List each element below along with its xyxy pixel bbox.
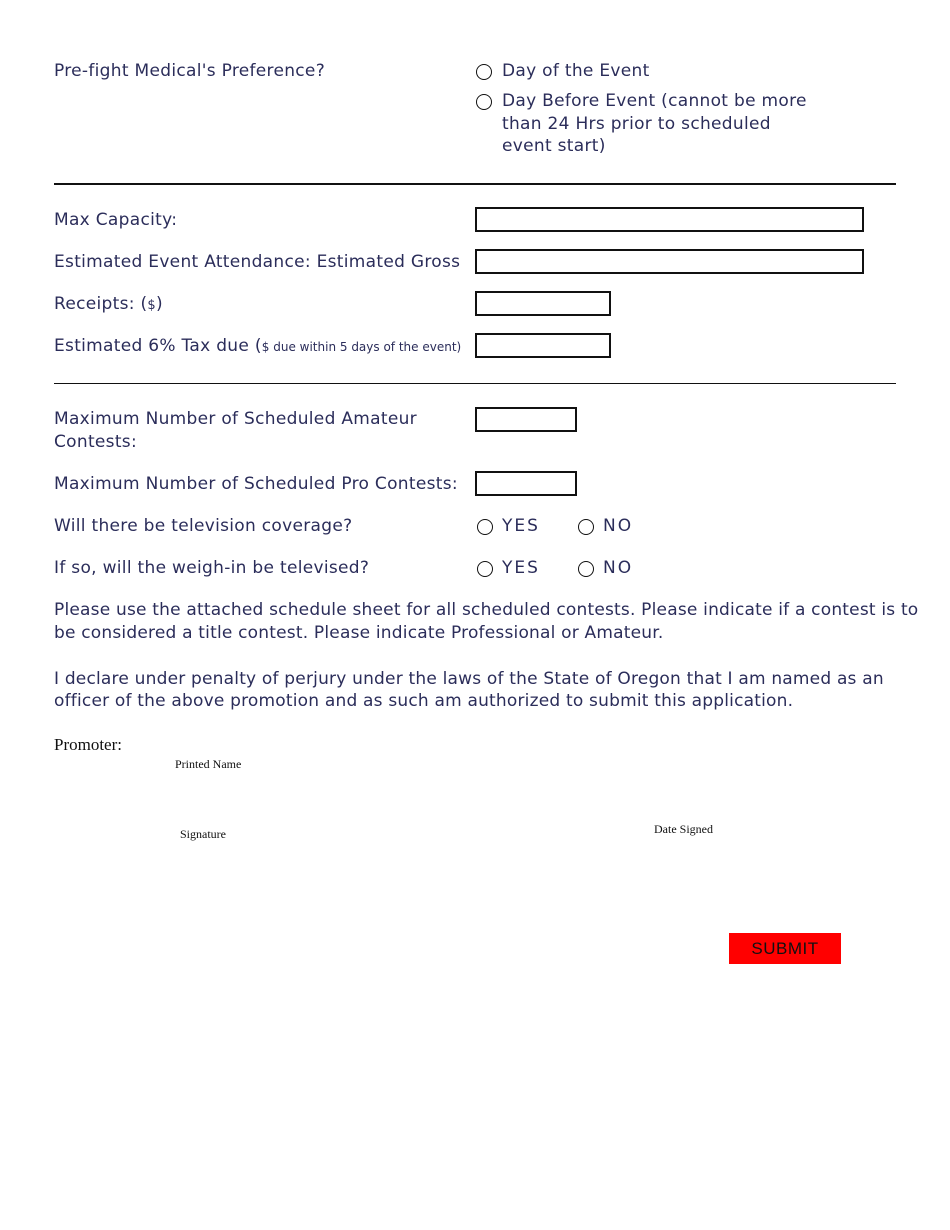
- declaration-line2: officer of the above promotion and as such am authorized to submit this application.: [54, 691, 794, 711]
- max-capacity-input[interactable]: [475, 207, 864, 232]
- promoter-label: Promoter:: [54, 735, 122, 754]
- attendance-gross-input[interactable]: [475, 249, 864, 274]
- amateur-contests-input[interactable]: [475, 407, 577, 432]
- receipts-input[interactable]: [475, 291, 611, 316]
- tv-coverage-label: Will there be television coverage?: [54, 516, 353, 536]
- signature-label: Signature: [180, 827, 226, 841]
- weighin-label: If so, will the weigh-in be televised?: [54, 558, 370, 578]
- section-divider-2: [54, 383, 896, 384]
- tv-no-label: NO: [603, 516, 634, 536]
- receipts-label-text: Receipts: (: [54, 294, 148, 314]
- schedule-note-line1: Please use the attached schedule sheet for all scheduled contests. Please indicate if a contest is to: [54, 600, 919, 620]
- schedule-note-line2: be considered a title contest. Please indicate Professional or Amateur.: [54, 623, 664, 643]
- submit-button[interactable]: SUBMIT: [729, 933, 841, 964]
- amateur-label-line1: Maximum Number of Scheduled Amateur: [54, 409, 417, 429]
- radio-day-before-event[interactable]: [476, 94, 492, 110]
- pro-contests-label: Maximum Number of Scheduled Pro Contests:: [54, 474, 458, 494]
- weighin-no-label: NO: [603, 558, 634, 578]
- weighin-yes-label: YES: [502, 558, 540, 578]
- receipts-close: ): [156, 294, 163, 314]
- receipts-label: [54, 293, 163, 317]
- radio-weighin-yes[interactable]: [477, 561, 493, 577]
- radio-tv-yes[interactable]: [477, 519, 493, 535]
- medical-preference-label: Pre-fight Medical's Preference?: [54, 61, 326, 81]
- option-day-before-line2: than 24 Hrs prior to scheduled: [502, 114, 771, 134]
- section-divider: [54, 183, 896, 185]
- tax-label-text: Estimated 6% Tax due (: [54, 336, 262, 356]
- tax-input[interactable]: [475, 333, 611, 358]
- attendance-label: Estimated Event Attendance: Estimated Gross: [54, 252, 461, 272]
- radio-day-of-event[interactable]: [476, 64, 492, 80]
- radio-tv-no[interactable]: [578, 519, 594, 535]
- declaration-line1: I declare under penalty of perjury under the laws of the State of Oregon that I am named as an: [54, 669, 884, 689]
- tax-note: $ due within 5 days of the event): [261, 340, 462, 354]
- tax-label: [54, 335, 461, 359]
- max-capacity-label: Max Capacity:: [54, 210, 178, 230]
- option-day-before-line3: event start): [502, 136, 606, 156]
- date-signed-label: Date Signed: [654, 822, 713, 836]
- pro-contests-input[interactable]: [475, 471, 577, 496]
- option-day-of-event-label: Day of the Event: [502, 61, 650, 81]
- tv-yes-label: YES: [502, 516, 540, 536]
- amateur-label-line2: Contests:: [54, 432, 137, 452]
- radio-weighin-no[interactable]: [578, 561, 594, 577]
- option-day-before-line1: Day Before Event (cannot be more: [502, 91, 807, 111]
- printed-name-label: Printed Name: [175, 757, 242, 771]
- receipts-unit: $: [147, 298, 156, 313]
